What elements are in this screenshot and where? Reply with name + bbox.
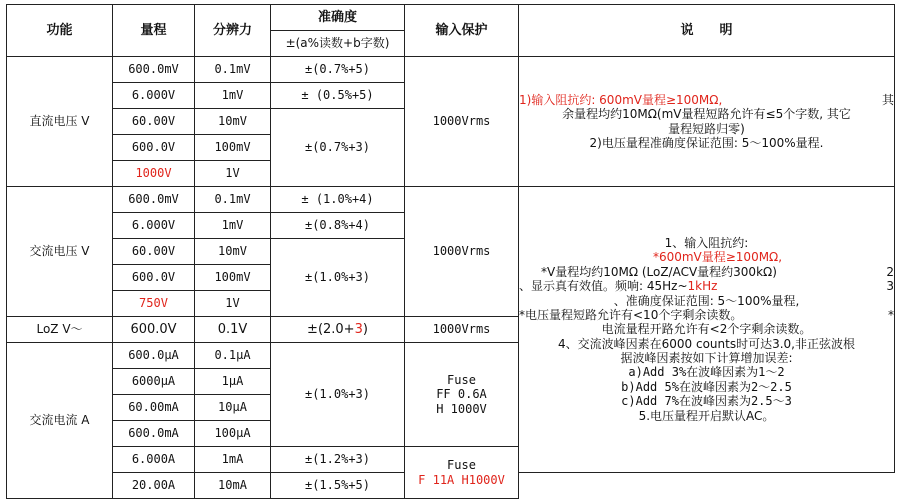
accuracy-loz-prefix: ±(2.0+ xyxy=(307,321,355,337)
resolution-cell: 1mA xyxy=(195,447,271,473)
range-cell: 6.000V xyxy=(113,83,195,109)
protection-line: Fuse xyxy=(447,458,476,473)
notes-ac-line: a)Add 3%在波峰因素为1～2 xyxy=(628,365,785,380)
protection-acv: 1000Vrms xyxy=(405,187,519,317)
notes-ac-line: c)Add 7%在波峰因素为2.5～3 xyxy=(621,394,792,409)
notes-ac-line: *V量程均约10MΩ (LoZ/ACV量程约300kΩ) xyxy=(541,264,777,279)
header-function: 功能 xyxy=(7,5,113,57)
accuracy-loz xyxy=(271,317,405,343)
resolution-cell: 0.1μA xyxy=(195,343,271,369)
accuracy-loz-digits: 3 xyxy=(354,321,363,337)
resolution-cell: 100mV xyxy=(195,265,271,291)
blank-cell xyxy=(519,473,895,499)
notes-ac-line: *电压量程短路允许有<10个字剩余读数。 xyxy=(519,307,743,322)
range-cell: 1000V xyxy=(113,161,195,187)
range-cell: 6000μA xyxy=(113,369,195,395)
resolution-cell: 1μA xyxy=(195,369,271,395)
resolution-cell: 10μA xyxy=(195,395,271,421)
range-cell: 600.0mA xyxy=(113,421,195,447)
header-range: 量程 xyxy=(113,5,195,57)
notes-ac-line: 据波峰因素按如下计算增加误差: xyxy=(620,351,793,366)
protection-line: Fuse xyxy=(447,372,476,387)
range-cell: 600.0V xyxy=(113,265,195,291)
accuracy-group-dcv: ±(0.7%+3) xyxy=(271,109,405,187)
range-cell: 600.0mV xyxy=(113,57,195,83)
accuracy-group-acv: ±(1.0%+3) xyxy=(271,239,405,317)
range-cell: 750V xyxy=(113,291,195,317)
accuracy-group-aca: ±(1.0%+3) xyxy=(271,343,405,447)
protection-line: F 11A H1000V xyxy=(418,472,505,487)
notes-ac-line: 3 xyxy=(886,279,894,294)
resolution-cell: 100μA xyxy=(195,421,271,447)
notes-ac-line: 5.电压量程开启默认AC。 xyxy=(638,408,775,423)
protection-aca-high xyxy=(405,447,519,499)
notes-ac-line: 1kHz xyxy=(687,279,718,294)
notes-dcv-line: 2)电压量程准确度保证范围: 5～100%量程. xyxy=(589,135,824,150)
resolution-cell: 0.1mV xyxy=(195,57,271,83)
protection-loz: 1000Vrms xyxy=(405,317,519,343)
accuracy-cell: ±(1.5%+5) xyxy=(271,473,405,499)
accuracy-cell: ± (0.5%+5) xyxy=(271,83,405,109)
range-cell: 600.0V xyxy=(113,135,195,161)
notes-ac-line: 、准确度保证范围: 5～100%量程, xyxy=(613,293,800,308)
function-acv: 交流电压 V xyxy=(7,187,113,317)
resolution-cell: 1mV xyxy=(195,213,271,239)
resolution-cell: 10mA xyxy=(195,473,271,499)
function-loz: LoZ V～ xyxy=(7,317,113,343)
header-accuracy-sub: ±(a%读数+b字数) xyxy=(271,31,405,57)
header-accuracy: 准确度 xyxy=(271,5,405,31)
notes-ac-line: 4、交流波峰因素在6000 counts时可达3.0,非正弦波根 xyxy=(558,336,855,351)
notes-dcv xyxy=(519,57,895,187)
range-cell: 600.0mV xyxy=(113,187,195,213)
resolution-cell: 10mV xyxy=(195,109,271,135)
range-cell: 6.000V xyxy=(113,213,195,239)
resolution-cell: 1V xyxy=(195,161,271,187)
notes-dcv-line: 量程短路归零) xyxy=(668,121,745,136)
accuracy-cell: ±(1.2%+3) xyxy=(271,447,405,473)
range-cell: 60.00V xyxy=(113,239,195,265)
accuracy-cell: ± (1.0%+4) xyxy=(271,187,405,213)
header-resolution: 分辨力 xyxy=(195,5,271,57)
protection-aca-low xyxy=(405,343,519,447)
function-dcv: 直流电压 V xyxy=(7,57,113,187)
notes-ac xyxy=(519,187,895,473)
range-cell: 600.0μA xyxy=(113,343,195,369)
accuracy-loz-suffix: ) xyxy=(362,321,368,337)
notes-ac-line: 、显示真有效值。频响: 45Hz~ xyxy=(519,279,688,294)
resolution-cell: 1mV xyxy=(195,83,271,109)
range-cell: 600.0V xyxy=(113,317,195,343)
protection-line: H 1000V xyxy=(436,401,487,416)
notes-dcv-line: 余量程均约10MΩ(mV量程短路允许有≤5个字数, 其它 xyxy=(562,107,851,122)
resolution-cell: 10mV xyxy=(195,239,271,265)
range-cell: 60.00mA xyxy=(113,395,195,421)
notes-ac-line: *600mV量程≥100MΩ, xyxy=(652,250,783,265)
function-aca: 交流电流 A xyxy=(7,343,113,499)
spec-table xyxy=(6,4,895,499)
notes-dcv-line: 其 xyxy=(881,92,894,107)
resolution-cell: 0.1V xyxy=(195,317,271,343)
notes-ac-line: 1、输入阻抗约: xyxy=(664,235,749,250)
accuracy-cell: ±(0.8%+4) xyxy=(271,213,405,239)
notes-ac-line: b)Add 5%在波峰因素为2～2.5 xyxy=(621,379,792,394)
protection-line: FF 0.6A xyxy=(436,387,487,402)
resolution-cell: 1V xyxy=(195,291,271,317)
header-protection: 输入保护 xyxy=(405,5,519,57)
notes-ac-line: 电流量程开路允许有<2个字剩余读数。 xyxy=(601,322,812,337)
range-cell: 20.00A xyxy=(113,473,195,499)
notes-ac-line: 2 xyxy=(886,264,894,279)
header-notes: 说 明 xyxy=(519,5,895,57)
resolution-cell: 100mV xyxy=(195,135,271,161)
range-cell: 6.000A xyxy=(113,447,195,473)
notes-dcv-line: 1)输入阻抗约: 600mV量程≥100MΩ, xyxy=(519,92,723,107)
resolution-cell: 0.1mV xyxy=(195,187,271,213)
range-cell: 60.00V xyxy=(113,109,195,135)
notes-ac-line: * xyxy=(888,307,894,322)
protection-dcv: 1000Vrms xyxy=(405,57,519,187)
accuracy-cell: ±(0.7%+5) xyxy=(271,57,405,83)
